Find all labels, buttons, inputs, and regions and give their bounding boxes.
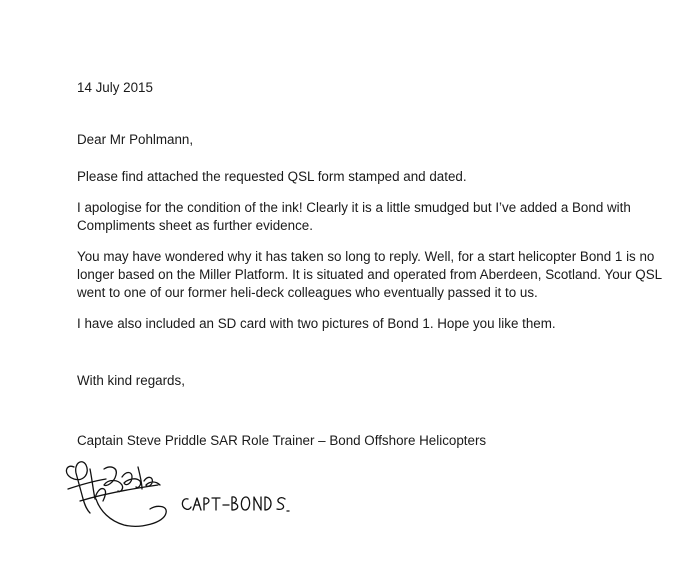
paragraph-3-line-1: You may have wondered why it has taken so long to reply. Well, for a start helicopter Bond 1 is no [77, 249, 655, 264]
letter-date: 14 July 2015 [77, 80, 153, 95]
paragraph-2-line-1: I apologise for the condition of the ink! Clearly it is a little smudged but I’ve added a Bond with [77, 200, 631, 215]
salutation: Dear Mr Pohlmann, [77, 132, 194, 147]
paragraph-1: Please find attached the requested QSL form stamped and dated. [77, 169, 467, 184]
paragraph-2-line-2: Compliments sheet as further evidence. [77, 218, 313, 233]
paragraph-3-line-2: longer based on the Miller Platform. It is situated and operated from Aberdeen, Scotland. Your QSL [77, 267, 663, 282]
closing: With kind regards, [77, 373, 185, 388]
paragraph-4: I have also included an SD card with two pictures of Bond 1. Hope you like them. [77, 316, 556, 331]
handwritten-signature [60, 455, 290, 535]
paragraph-3-line-3: went to one of our former heli-deck colleagues who eventually passed it to us. [77, 285, 538, 300]
signer-line: Captain Steve Priddle SAR Role Trainer – Bond Offshore Helicopters [77, 433, 487, 448]
